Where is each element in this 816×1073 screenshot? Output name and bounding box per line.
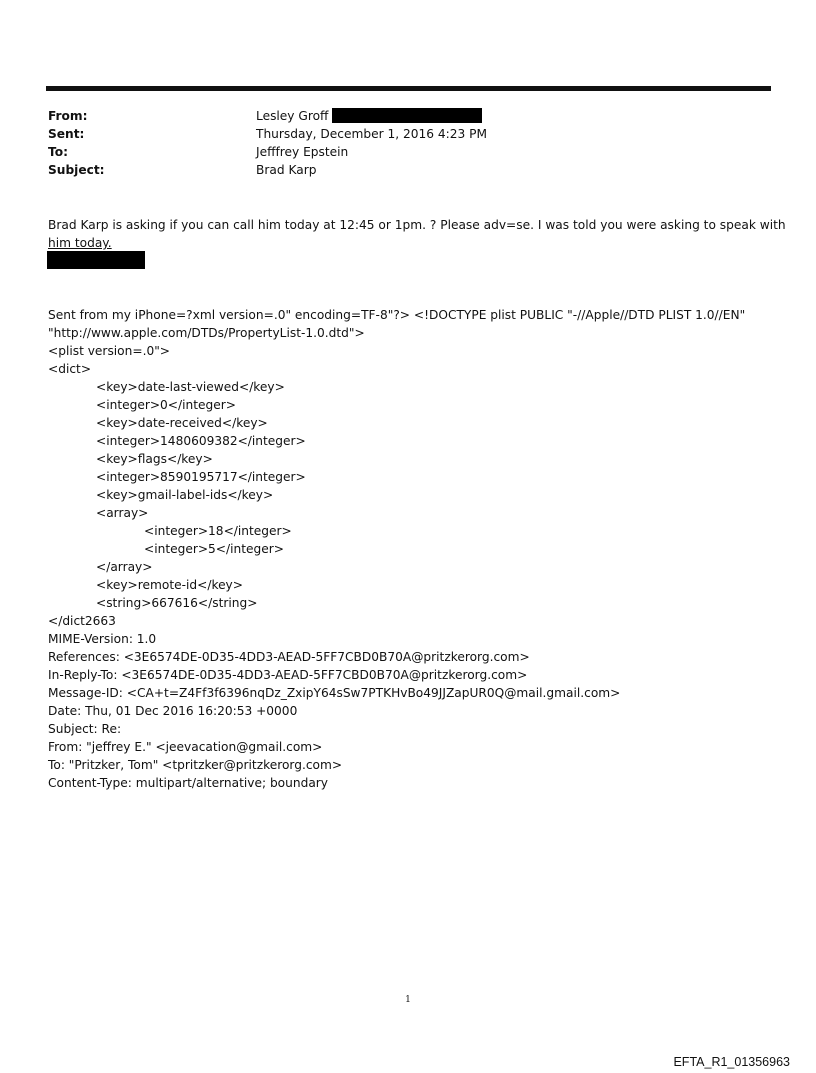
source-line: References: <3E6574DE-0D35-4DD3-AEAD-5FF7CBD0B70A@pritzkerorg.com>	[48, 650, 530, 664]
body-line: him today.	[48, 236, 112, 250]
source-line: </dict2663	[48, 614, 116, 628]
redaction-bar	[332, 108, 482, 123]
subject-value: Brad Karp	[256, 163, 317, 177]
subject-label: Subject:	[48, 163, 105, 177]
source-line: <integer>0</integer>	[96, 398, 236, 412]
sent-row	[48, 125, 748, 143]
source-line: Subject: Re:	[48, 722, 122, 736]
source-line: <integer>8590195717</integer>	[96, 470, 306, 484]
from-row	[48, 107, 748, 125]
source-line: Message-ID: <CA+t=Z4Ff3f6396nqDz_ZxipY64sSw7PTKHvBo49JJZapUR0Q@mail.gmail.com>	[48, 686, 621, 700]
email-header	[48, 107, 748, 179]
source-line: <dict>	[48, 362, 92, 376]
source-line: "http://www.apple.com/DTDs/PropertyList-1.0.dtd">	[48, 326, 365, 340]
source-line: <key>gmail-label-ids</key>	[96, 488, 274, 502]
header-rule	[46, 86, 771, 91]
source-line: Sent from my iPhone=?xml version=.0" encoding=TF-8"?> <!DOCTYPE plist PUBLIC "-//Apple//DTD PLIST 1.0//EN"	[48, 308, 746, 322]
from-value	[256, 107, 482, 125]
page-number: 1	[405, 995, 411, 1005]
from-label: From:	[48, 109, 88, 123]
source-line: <string>667616</string>	[96, 596, 258, 610]
source-line: MIME-Version: 1.0	[48, 632, 157, 646]
to-label: To:	[48, 145, 68, 159]
source-line: In-Reply-To: <3E6574DE-0D35-4DD3-AEAD-5FF7CBD0B70A@pritzkerorg.com>	[48, 668, 528, 682]
document-id: EFTA_R1_01356963	[673, 1055, 790, 1069]
source-line: <integer>1480609382</integer>	[96, 434, 306, 448]
source-line: <integer>5</integer>	[144, 542, 284, 556]
source-line: <plist version=.0">	[48, 344, 171, 358]
subject-row	[48, 161, 748, 179]
sent-label: Sent:	[48, 127, 85, 141]
source-line: </array>	[96, 560, 153, 574]
redaction-bar	[47, 251, 145, 269]
source-line: <key>date-last-viewed</key>	[96, 380, 285, 394]
source-line: <integer>18</integer>	[144, 524, 292, 538]
source-line: <array>	[96, 506, 149, 520]
source-line: Date: Thu, 01 Dec 2016 16:20:53 +0000	[48, 704, 298, 718]
source-line: <key>flags</key>	[96, 452, 213, 466]
source-line: <key>date-received</key>	[96, 416, 268, 430]
body-line: Brad Karp is asking if you can call him today at 12:45 or 1pm. ? Please adv=se. I was told you were asking to speak with	[48, 218, 786, 232]
from-name: Lesley Groff	[256, 109, 329, 123]
email-body	[48, 216, 786, 252]
source-line: To: "Pritzker, Tom" <tpritzker@pritzkerorg.com>	[48, 758, 343, 772]
source-line: <key>remote-id</key>	[96, 578, 243, 592]
sent-value: Thursday, December 1, 2016 4:23 PM	[256, 127, 487, 141]
source-line: From: "jeffrey E." <jeevacation@gmail.com>	[48, 740, 323, 754]
raw-message-source	[48, 306, 778, 792]
to-row	[48, 143, 748, 161]
to-value: Jefffrey Epstein	[256, 145, 349, 159]
source-line: Content-Type: multipart/alternative; boundary	[48, 776, 329, 790]
